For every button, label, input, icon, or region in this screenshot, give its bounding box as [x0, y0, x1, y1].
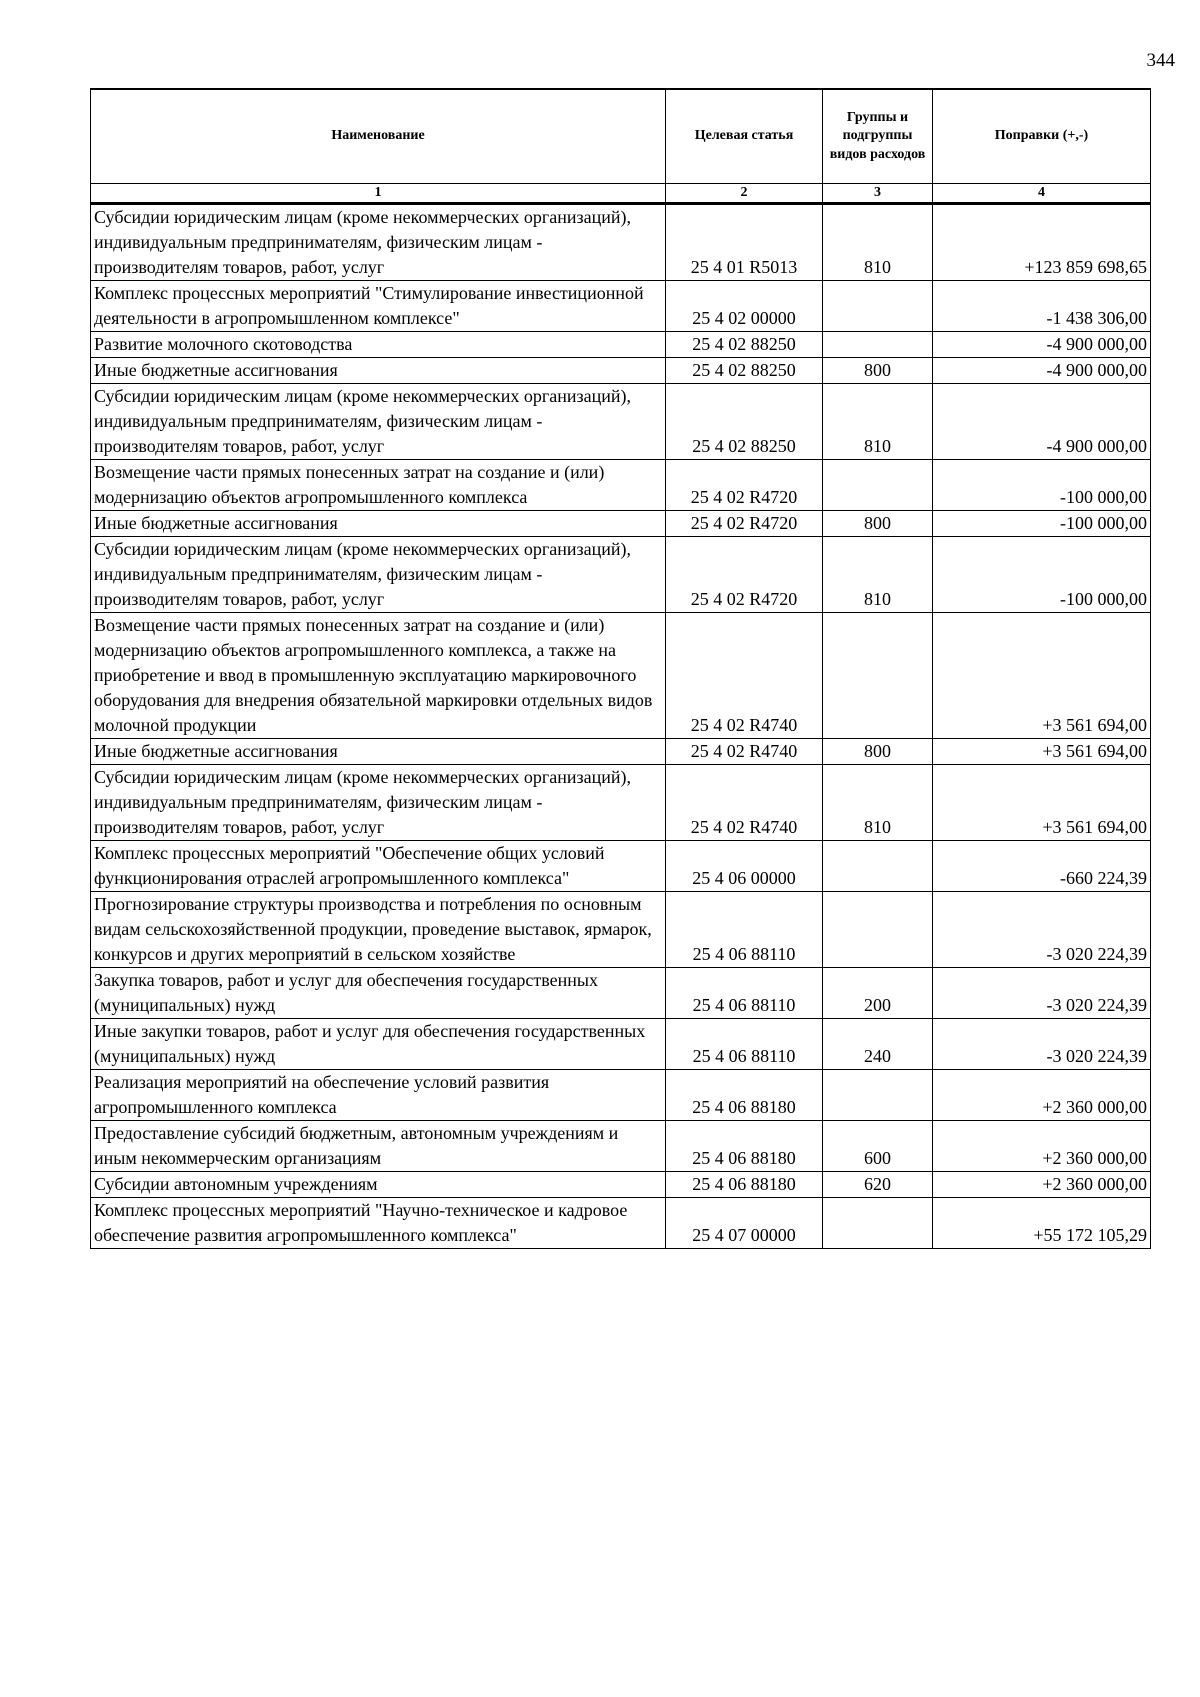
row-expense-group: 200 — [823, 968, 933, 1019]
row-expense-group: 800 — [823, 739, 933, 765]
row-expense-group — [823, 332, 933, 358]
table-row — [91, 384, 1151, 460]
row-name: Субсидии юридическим лицам (кроме некоммерческих организаций), индивидуальным предпринимателям, физическим лицам - производителям товаров, работ, услуг — [91, 204, 666, 281]
column-number: 4 — [933, 184, 1151, 204]
row-target-article: 25 4 07 00000 — [666, 1198, 823, 1249]
row-name: Комплекс процессных мероприятий "Обеспечение общих условий функционирования отраслей агропромышленного комплекса" — [91, 841, 666, 892]
table-row — [91, 1070, 1151, 1121]
row-target-article: 25 4 06 88110 — [666, 1019, 823, 1070]
table-row — [91, 613, 1151, 739]
column-number: 1 — [91, 184, 666, 204]
row-amendment: +3 561 694,00 — [933, 765, 1151, 841]
row-name: Возмещение части прямых понесенных затрат на создание и (или) модернизацию объектов агропромышленного комплекса, а также на приобретение и ввод в промышленную эксплуатацию маркировочного оборудования для внедрения обязательной маркировки отдельных видов молочной продукции — [91, 613, 666, 739]
row-target-article: 25 4 06 88180 — [666, 1172, 823, 1198]
row-amendment: +3 561 694,00 — [933, 613, 1151, 739]
table-row — [91, 841, 1151, 892]
table-header-row — [91, 89, 1151, 184]
row-name: Реализация мероприятий на обеспечение условий развития агропромышленного комплекса — [91, 1070, 666, 1121]
row-amendment: +123 859 698,65 — [933, 204, 1151, 281]
row-amendment: -3 020 224,39 — [933, 892, 1151, 968]
row-target-article: 25 4 02 R4720 — [666, 460, 823, 511]
table-row — [91, 537, 1151, 613]
header-target-article: Целевая статья — [666, 89, 823, 184]
table-row — [91, 332, 1151, 358]
row-name: Иные бюджетные ассигнования — [91, 358, 666, 384]
row-name: Прогнозирование структуры производства и потребления по основным видам сельскохозяйственной продукции, проведение выставок, ярмарок, конкурсов и других мероприятий в сельском хозяйстве — [91, 892, 666, 968]
column-number-row — [91, 184, 1151, 204]
page-number: 344 — [1146, 50, 1175, 71]
table-row — [91, 460, 1151, 511]
row-target-article: 25 4 02 88250 — [666, 358, 823, 384]
row-expense-group: 800 — [823, 358, 933, 384]
table-row — [91, 1121, 1151, 1172]
row-expense-group — [823, 892, 933, 968]
row-name: Комплекс процессных мероприятий "Научно-техническое и кадровое обеспечение развития агропромышленного комплекса" — [91, 1198, 666, 1249]
row-amendment: -100 000,00 — [933, 537, 1151, 613]
row-name: Иные бюджетные ассигнования — [91, 739, 666, 765]
row-target-article: 25 4 02 88250 — [666, 332, 823, 358]
row-expense-group: 600 — [823, 1121, 933, 1172]
row-target-article: 25 4 06 00000 — [666, 841, 823, 892]
row-amendment: -4 900 000,00 — [933, 384, 1151, 460]
row-amendment: -100 000,00 — [933, 511, 1151, 537]
row-target-article: 25 4 02 R4740 — [666, 739, 823, 765]
row-amendment: -3 020 224,39 — [933, 1019, 1151, 1070]
row-amendment: -4 900 000,00 — [933, 358, 1151, 384]
table-row — [91, 1019, 1151, 1070]
table-row — [91, 1198, 1151, 1249]
row-target-article: 25 4 06 88110 — [666, 892, 823, 968]
row-target-article: 25 4 06 88180 — [666, 1121, 823, 1172]
row-name: Закупка товаров, работ и услуг для обеспечения государственных (муниципальных) нужд — [91, 968, 666, 1019]
row-expense-group — [823, 841, 933, 892]
table-row — [91, 511, 1151, 537]
row-amendment: -660 224,39 — [933, 841, 1151, 892]
row-expense-group — [823, 1070, 933, 1121]
row-name: Предоставление субсидий бюджетным, автономным учреждениям и иным некоммерческим организациям — [91, 1121, 666, 1172]
row-amendment: -4 900 000,00 — [933, 332, 1151, 358]
row-amendment: -3 020 224,39 — [933, 968, 1151, 1019]
row-name: Комплекс процессных мероприятий "Стимулирование инвестиционной деятельности в агропромышленном комплексе" — [91, 281, 666, 332]
row-target-article: 25 4 02 R4740 — [666, 613, 823, 739]
row-amendment: +3 561 694,00 — [933, 739, 1151, 765]
row-expense-group — [823, 613, 933, 739]
row-target-article: 25 4 02 00000 — [666, 281, 823, 332]
row-amendment: +2 360 000,00 — [933, 1121, 1151, 1172]
row-expense-group: 620 — [823, 1172, 933, 1198]
row-name: Иные бюджетные ассигнования — [91, 511, 666, 537]
row-target-article: 25 4 02 R4720 — [666, 511, 823, 537]
row-target-article: 25 4 02 R4740 — [666, 765, 823, 841]
column-number: 2 — [666, 184, 823, 204]
row-expense-group: 800 — [823, 511, 933, 537]
row-expense-group: 810 — [823, 204, 933, 281]
table-row — [91, 892, 1151, 968]
table-row — [91, 765, 1151, 841]
row-expense-group: 810 — [823, 765, 933, 841]
row-name: Субсидии автономным учреждениям — [91, 1172, 666, 1198]
row-name: Субсидии юридическим лицам (кроме некоммерческих организаций), индивидуальным предпринимателям, физическим лицам - производителям товаров, работ, услуг — [91, 384, 666, 460]
row-expense-group: 810 — [823, 537, 933, 613]
row-expense-group — [823, 281, 933, 332]
row-name: Возмещение части прямых понесенных затрат на создание и (или) модернизацию объектов агропромышленного комплекса — [91, 460, 666, 511]
row-expense-group — [823, 460, 933, 511]
row-expense-group: 240 — [823, 1019, 933, 1070]
table-row — [91, 739, 1151, 765]
header-expense-groups: Группы и подгруппы видов расходов — [823, 89, 933, 184]
table-row — [91, 358, 1151, 384]
row-target-article: 25 4 02 88250 — [666, 384, 823, 460]
row-expense-group — [823, 1198, 933, 1249]
row-expense-group: 810 — [823, 384, 933, 460]
row-amendment: +2 360 000,00 — [933, 1172, 1151, 1198]
row-name: Иные закупки товаров, работ и услуг для обеспечения государственных (муниципальных) нужд — [91, 1019, 666, 1070]
row-target-article: 25 4 06 88180 — [666, 1070, 823, 1121]
row-name: Субсидии юридическим лицам (кроме некоммерческих организаций), индивидуальным предпринимателям, физическим лицам - производителям товаров, работ, услуг — [91, 765, 666, 841]
row-amendment: +55 172 105,29 — [933, 1198, 1151, 1249]
column-number: 3 — [823, 184, 933, 204]
header-amendments: Поправки (+,-) — [933, 89, 1151, 184]
table-row — [91, 281, 1151, 332]
row-name: Субсидии юридическим лицам (кроме некоммерческих организаций), индивидуальным предпринимателям, физическим лицам - производителям товаров, работ, услуг — [91, 537, 666, 613]
row-target-article: 25 4 02 R4720 — [666, 537, 823, 613]
row-amendment: -1 438 306,00 — [933, 281, 1151, 332]
table-row — [91, 204, 1151, 281]
table-row — [91, 968, 1151, 1019]
table-row — [91, 1172, 1151, 1198]
row-target-article: 25 4 01 R5013 — [666, 204, 823, 281]
budget-amendments-table — [90, 88, 1151, 1249]
row-amendment: -100 000,00 — [933, 460, 1151, 511]
row-amendment: +2 360 000,00 — [933, 1070, 1151, 1121]
header-name: Наименование — [91, 89, 666, 184]
row-target-article: 25 4 06 88110 — [666, 968, 823, 1019]
row-name: Развитие молочного скотоводства — [91, 332, 666, 358]
